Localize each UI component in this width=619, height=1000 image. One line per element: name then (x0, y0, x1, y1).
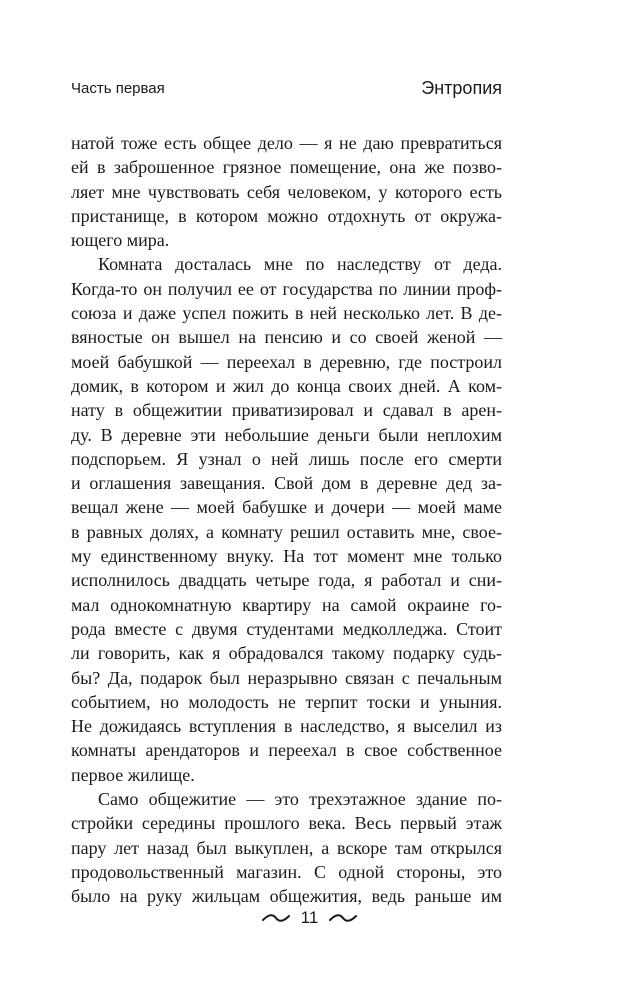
text-line: комнаты арендаторов и переехал в свое собственное (71, 740, 502, 761)
chapter-title: Энтропия (421, 78, 502, 98)
text-line: бы? Да, подарок был неразрывно связан с печальным (71, 667, 502, 688)
text-line: ду. В деревне эти небольшие деньги были неплохим (71, 424, 502, 445)
text-line: вещал жене — моей бабушке и дочери — моей маме (71, 497, 502, 518)
text-line: вяностые он вышел на пенсию и со своей женой — (71, 327, 502, 348)
wave-dash-icon-right (329, 913, 357, 923)
running-head (71, 78, 502, 100)
text-line: мал однокомнатную квартиру на самой окраине го- (71, 594, 502, 615)
text-line: ли говорить, как я обрадовался такому подарку судь- (71, 643, 502, 664)
text-line: в равных долях, а комнату решил оставить мне, свое- (71, 521, 502, 542)
paragraph (71, 131, 502, 252)
text-line: и оглашения завещания. Свой дом в деревне дед за- (71, 473, 502, 494)
wave-dash-icon-left (262, 913, 290, 923)
section-title: Часть первая (71, 80, 165, 97)
text-line: было на руку жильцам общежития, ведь раньше им (71, 886, 502, 907)
text-line: рода вместе с двумя студентами медколледжа. Стоит (71, 618, 502, 639)
page-number: 11 (300, 907, 319, 927)
text-line: подспорьем. Я узнал о ней лишь после его смерти (71, 448, 502, 469)
text-line: Само общежитие — это трехэтажное здание по- (98, 789, 502, 810)
page-footer (0, 907, 619, 928)
text-line: стройки середины прошлого века. Весь первый этаж (71, 813, 502, 834)
text-line: пару лет назад был выкуплен, а вскоре там открылся (71, 837, 502, 858)
paragraph (71, 252, 502, 787)
text-line: событием, но молодость не терпит тоски и уныния. (71, 691, 502, 712)
paragraph (71, 787, 502, 908)
text-line: ющего мира. (71, 230, 170, 251)
text-line: исполнилось двадцать четыре года, я работал и сни- (71, 570, 502, 591)
text-line: Когда-то он получил ее от государства по линии проф- (71, 278, 502, 299)
text-line: первое жилище. (71, 764, 195, 785)
text-line: пристанище, в котором можно отдохнуть от окружа- (71, 205, 502, 226)
text-line: Комната досталась мне по наследству от деда. (98, 254, 502, 275)
text-line: нату в общежитии приватизировал и сдавал в арен- (71, 400, 502, 421)
text-line: союза и даже успел пожить в ней несколько лет. В де- (71, 303, 502, 324)
text-line: Не дожидаясь вступления в наследство, я выселил из (71, 716, 502, 737)
text-line: домик, в котором и жил до конца своих дней. А ком- (71, 375, 502, 396)
text-line: натой тоже есть общее дело — я не даю превратиться (71, 133, 502, 153)
text-line: продовольственный магазин. С одной стороны, это (71, 861, 502, 882)
text-line: ей в заброшенное грязное помещение, она же позво- (71, 157, 502, 178)
body-text (71, 131, 502, 909)
text-line: ляет мне чувствовать себя человеком, у которого есть (71, 181, 502, 202)
text-line: му единственному внуку. На тот момент мне только (71, 546, 502, 567)
text-line: моей бабушкой — переехал в деревню, где построил (71, 351, 502, 372)
